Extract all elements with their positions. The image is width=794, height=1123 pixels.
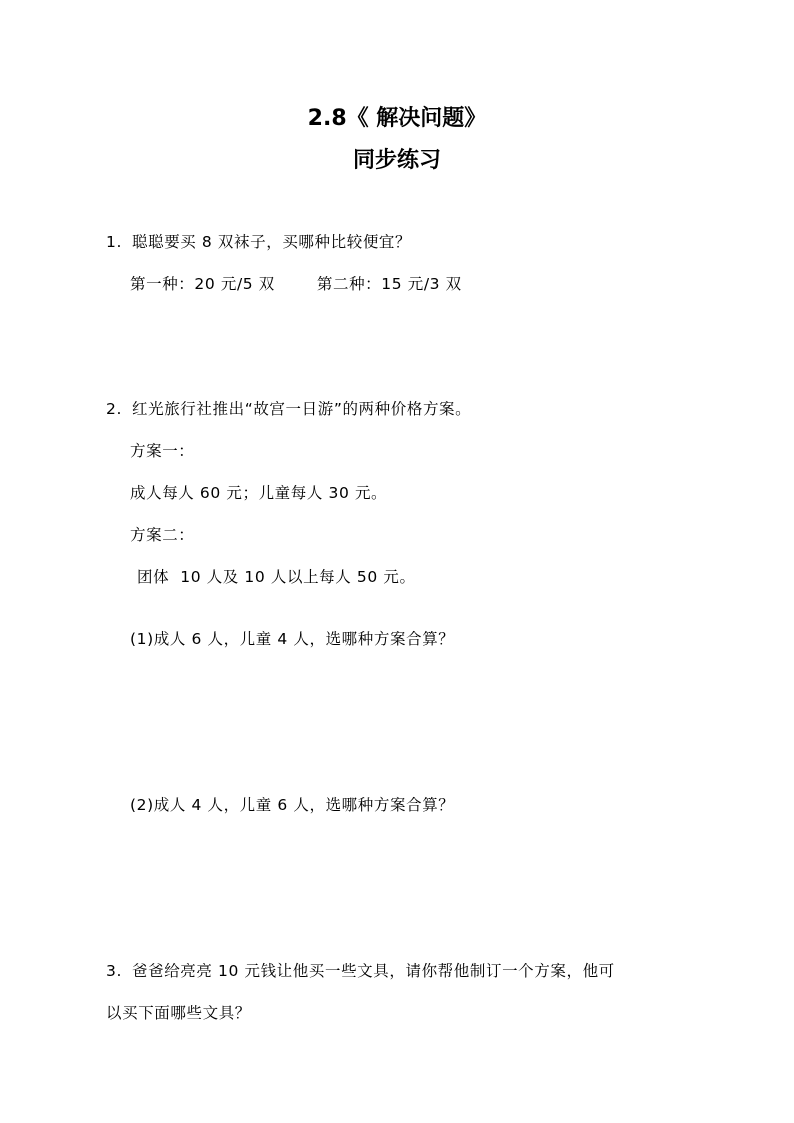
question-3 (106, 959, 615, 983)
question-3-number: 3. (106, 962, 122, 980)
plan-1-detail: 成人每人 60 元；儿童每人 30 元。 (130, 484, 388, 502)
question-2-number: 2. (106, 400, 122, 418)
question-1 (106, 230, 411, 254)
question-3-text-line-2: 以买下面哪些文具？ (106, 1004, 251, 1022)
question-2-sub-2: (2)成人 4 人，儿童 6 人，选哪种方案合算？ (130, 796, 455, 814)
document-title: 2.8《 解决问题》 (307, 106, 487, 131)
plan-2-detail: 团体 10 人及 10 人以上每人 50 元。 (137, 568, 416, 586)
plan-1-label: 方案一： (130, 442, 195, 460)
question-2-text: 红光旅行社推出“故宫一日游”的两种价格方案。 (132, 400, 472, 418)
question-1-number: 1. (106, 233, 122, 251)
question-1-options (130, 272, 462, 296)
question-2 (106, 397, 471, 421)
plan-2-label: 方案二： (130, 526, 195, 544)
question-3-text-line-1: 爸爸给亮亮 10 元钱让他买一些文具，请你帮他制订一个方案，他可 (132, 962, 615, 980)
document-subtitle: 同步练习 (352, 148, 441, 173)
question-2-sub-1: (1)成人 6 人，儿童 4 人，选哪种方案合算？ (130, 630, 455, 648)
question-1-option-b: 第二种：15 元/3 双 (316, 275, 462, 293)
question-1-text: 聪聪要买 8 双袜子，买哪种比较便宜？ (132, 233, 412, 251)
question-1-option-a: 第一种：20 元/5 双 (130, 275, 275, 293)
